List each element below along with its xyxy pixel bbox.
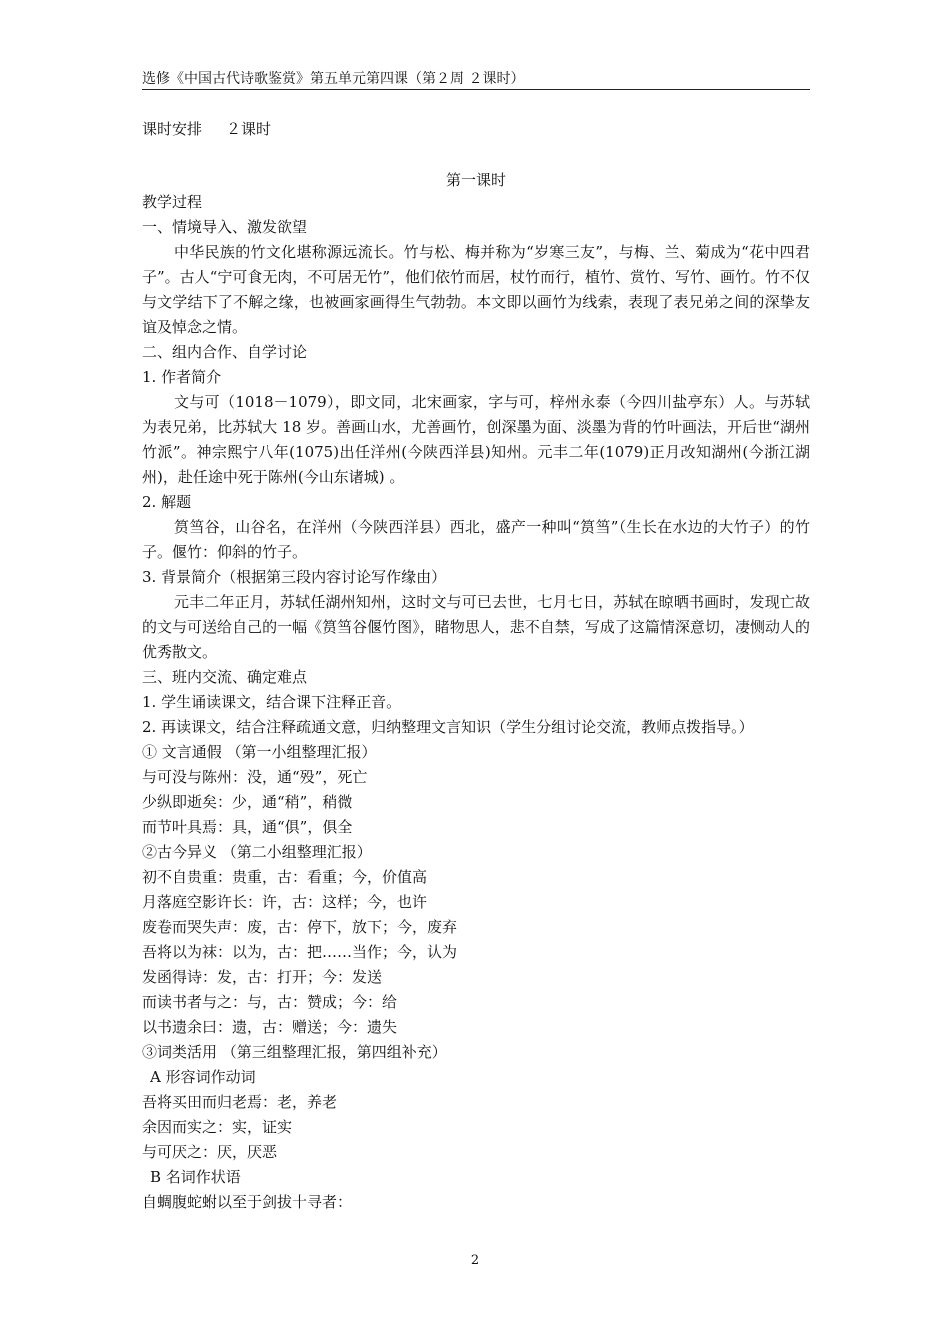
list-item: 余因而实之：实，证实 xyxy=(142,1118,293,1136)
section-heading: 三、班内交流、确定难点 xyxy=(142,668,308,686)
paragraph: 筼筜谷，山谷名，在洋州（今陕西洋县）西北，盛产一种叫“筼筜”（生长在水边的大竹子）的竹子。偃竹：仰斜的竹子。 xyxy=(142,518,810,561)
subsection-heading: 2. 解题 xyxy=(142,493,192,511)
lesson-body xyxy=(142,190,810,1215)
section-heading: 二、组内合作、自学讨论 xyxy=(142,343,308,361)
paragraph: 元丰二年正月，苏轼任湖州知州，这时文与可已去世，七月七日，苏轼在晾晒书画时，发现亡故的文与可送给自己的一幅《筼筜谷偃竹图》，睹物思人，悲不自禁，写成了这篇情深意切，凄恻动人的优秀散文。 xyxy=(142,593,810,661)
list-item: 1. 学生诵读课文，结合课下注释正音。 xyxy=(142,693,402,711)
subcategory-heading: B 名词作状语 xyxy=(150,1168,241,1186)
list-item: 少纵即逝矣：少，通“稍”，稍微 xyxy=(142,793,353,811)
schedule-label: 课时安排 xyxy=(142,120,203,138)
list-item: 发函得诗：发，古：打开；今：发送 xyxy=(142,968,383,986)
list-item: 与可厌之：厌，厌恶 xyxy=(142,1143,278,1161)
list-item: 而节叶具焉：具，通“俱”，俱全 xyxy=(142,818,353,836)
subcategory-heading: A 形容词作动词 xyxy=(150,1068,256,1086)
list-item: 吾将买田而归老焉：老，养老 xyxy=(142,1093,338,1111)
list-item: 初不自贵重：贵重，古：看重；今，价值高 xyxy=(142,868,428,886)
list-item: 吾将以为袜：以为，古：把……当作；今，认为 xyxy=(142,943,458,961)
class-schedule xyxy=(142,119,271,139)
category-heading: ③词类活用 （第三组整理汇报，第四组补充） xyxy=(142,1043,447,1061)
paragraph: 中华民族的竹文化堪称源远流长。竹与松、梅并称为“岁寒三友”，与梅、兰、菊成为“花中四君子”。古人“宁可食无肉，不可居无竹”，他们依竹而居，杖竹而行，植竹、赏竹、写竹、画竹。竹不仅与文学结下了不解之缘，也被画家画得生气勃勃。本文即以画竹为线索，表现了表兄弟之间的深挚友谊及悼念之情。 xyxy=(142,243,810,336)
schedule-value: ２课时 xyxy=(226,120,272,138)
subsection-heading: 3. 背景简介（根据第三段内容讨论写作缘由） xyxy=(142,568,447,586)
section-heading: 一、情境导入、激发欲望 xyxy=(142,218,308,236)
subsection-heading: 1. 作者简介 xyxy=(142,368,222,386)
list-item: 2. 再读课文，结合注释疏通文意，归纳整理文言知识（学生分组讨论交流，教师点拨指导。） xyxy=(142,718,754,736)
list-item: 与可没与陈州：没，通“殁”，死亡 xyxy=(142,768,368,786)
category-heading: ① 文言通假 （第一小组整理汇报） xyxy=(142,743,377,761)
page-number: 2 xyxy=(470,1253,480,1268)
list-item: 自蜩腹蛇蚹以至于剑拔十寻者： xyxy=(142,1193,353,1211)
list-item: 以书遗余曰：遗，古：赠送；今：遗失 xyxy=(142,1018,398,1036)
list-item: 月落庭空影许长：许，古：这样；今，也许 xyxy=(142,893,428,911)
paragraph: 文与可（1018－1079），即文同，北宋画家，字与可，梓州永泰（今四川盐亭东）人。与苏轼为表兄弟，比苏轼大 18 岁。善画山水，尤善画竹，创深墨为面、淡墨为背的竹叶画法，开后世“湖州竹派”。神宗熙宁八年(1075)出任洋州(今陕西洋县)知州。元丰二年(1079)正月改知湖州(今浙江湖州)，赴任途中死于陈州(今山东诸城) 。 xyxy=(142,393,810,486)
category-heading: ②古今异义 （第二小组整理汇报） xyxy=(142,843,372,861)
section-heading: 教学过程 xyxy=(142,193,203,211)
running-header: 选修《中国古代诗歌鉴赏》第五单元第四课（第２周 ２课时） xyxy=(142,70,810,90)
list-item: 而读书者与之：与，古：赞成；今：给 xyxy=(142,993,398,1011)
lesson-title: 第一课时 xyxy=(445,171,506,189)
list-item: 废卷而哭失声：废，古：停下，放下；今，废弃 xyxy=(142,918,458,936)
